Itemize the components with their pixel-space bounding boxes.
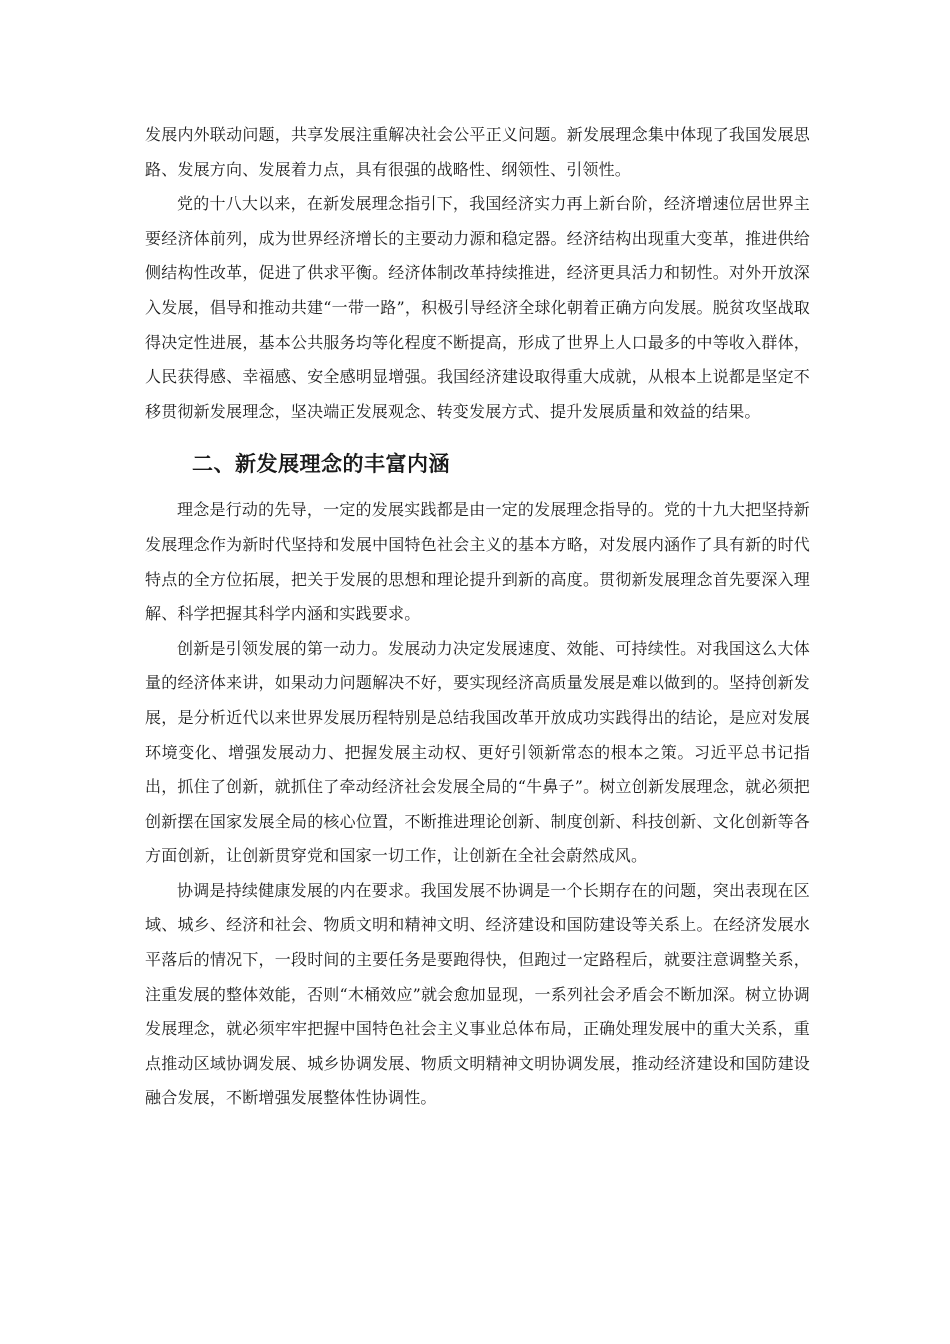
document-page	[145, 118, 810, 1116]
paragraph: 创新是引领发展的第一动力。发展动力决定发展速度、效能、可持续性。对我国这么大体量的经济体来讲，如果动力问题解决不好，要实现经济高质量发展是难以做到的。坚持创新发展，是分析近代以来世界发展历程特别是总结我国改革开放成功实践得出的结论，是应对发展环境变化、增强发展动力、把握发展主动权、更好引领新常态的根本之策。习近平总书记指出，抓住了创新，就抓住了牵动经济社会发展全局的“牛鼻子”。树立创新发展理念，就必须把创新摆在国家发展全局的核心位置，不断推进理论创新、制度创新、科技创新、文化创新等各方面创新，让创新贯穿党和国家一切工作，让创新在全社会蔚然成风。	[145, 638, 810, 866]
paragraph: 党的十八大以来，在新发展理念指引下，我国经济实力再上新台阶，经济增速位居世界主要经济体前列，成为世界经济增长的主要动力源和稳定器。经济结构出现重大变革，推进供给侧结构性改革，促进了供求平衡。经济体制改革持续推进，经济更具活力和韧性。对外开放深入发展，倡导和推动共建“一带一路”，积极引导经济全球化朝着正确方向发展。脱贫攻坚战取得决定性进展，基本公共服务均等化程度不断提高，形成了世界上人口最多的中等收入群体，人民获得感、幸福感、安全感明显增强。我国经济建设取得重大成就，从根本上说都是坚定不移贯彻新发展理念，坚决端正发展观念、转变发展方式、提升发展质量和效益的结果。	[145, 194, 810, 421]
paragraph: 发展内外联动问题，共享发展注重解决社会公平正义问题。新发展理念集中体现了我国发展思路、发展方向、发展着力点，具有很强的战略性、纲领性、引领性。	[145, 125, 810, 179]
paragraph: 协调是持续健康发展的内在要求。我国发展不协调是一个长期存在的问题，突出表现在区域、城乡、经济和社会、物质文明和精神文明、经济建设和国防建设等关系上。在经济发展水平落后的情况下，一段时间的主要任务是要跑得快，但跑过一定路程后，就要注意调整关系，注重发展的整体效能，否则“木桶效应”就会愈加显现，一系列社会矛盾会不断加深。树立协调发展理念，就必须牢牢把握中国特色社会主义事业总体布局，正确处理发展中的重大关系，重点推动区域协调发展、城乡协调发展、物质文明精神文明协调发展，推动经济建设和国防建设融合发展，不断增强发展整体性协调性。	[145, 880, 810, 1108]
paragraph: 理念是行动的先导，一定的发展实践都是由一定的发展理念指导的。党的十九大把坚持新发展理念作为新时代坚持和发展中国特色社会主义的基本方略，对发展内涵作了具有新的时代特点的全方位拓展，把关于发展的思想和理论提升到新的高度。贯彻新发展理念首先要深入理解、科学把握其科学内涵和实践要求。	[145, 500, 810, 624]
section-heading: 二、新发展理念的丰富内涵	[192, 452, 450, 477]
